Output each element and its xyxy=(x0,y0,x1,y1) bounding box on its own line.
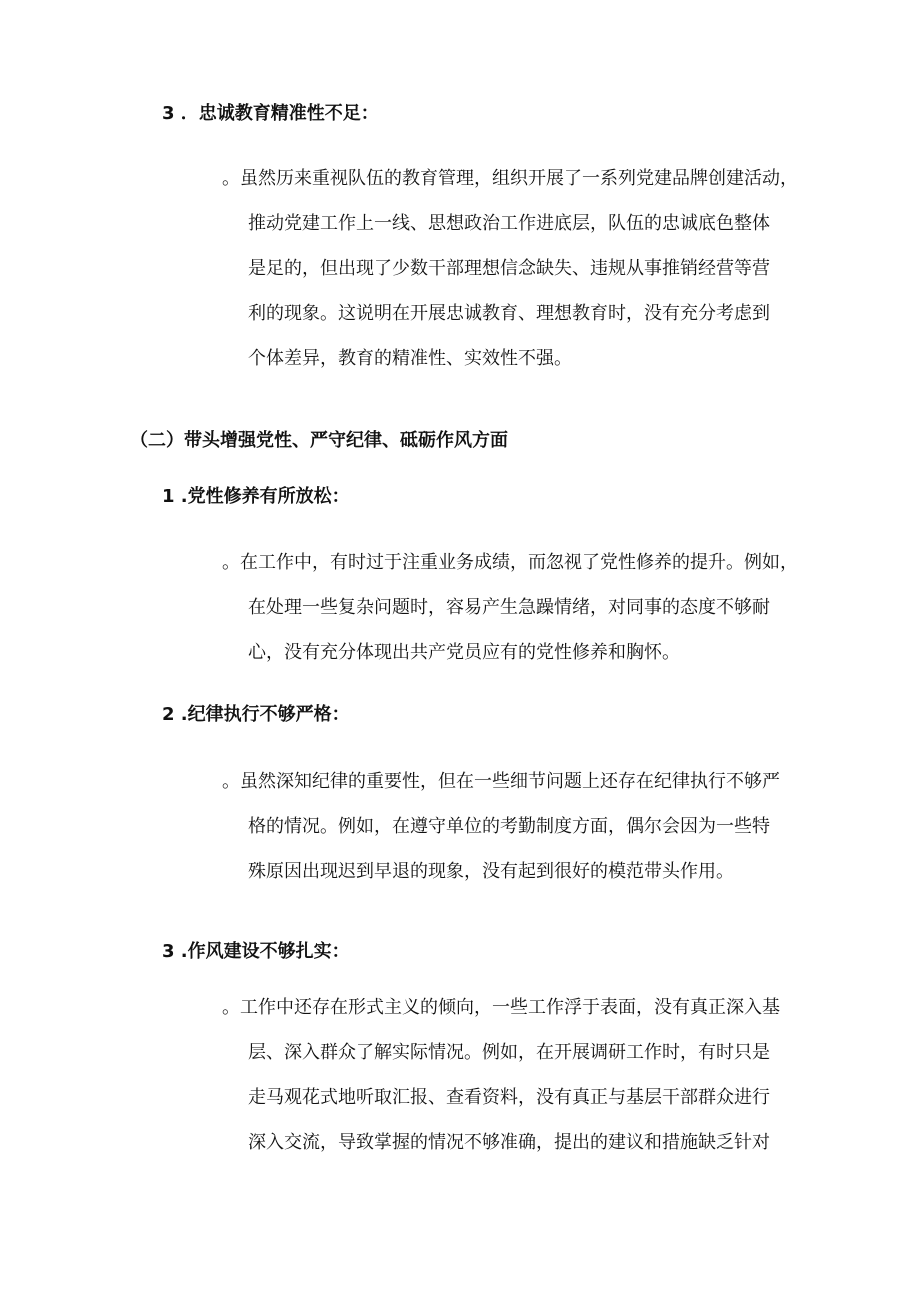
paragraph-work-style xyxy=(222,985,780,1165)
paragraph-loyalty-education xyxy=(222,156,798,381)
paragraph-line: 。在工作中，有时过于注重业务成绩，而忽视了党性修养的提升。例如， xyxy=(222,552,798,573)
paragraph-line: 推动党建工作上一线、思想政治工作进底层，队伍的忠诚底色整体 xyxy=(248,213,770,234)
paragraph-line: 。虽然深知纪律的重要性，但在一些细节问题上还存在纪律执行不够严 xyxy=(222,771,780,792)
paragraph-line: 殊原因出现迟到早退的现象，没有起到很好的模范带头作用。 xyxy=(248,861,734,882)
paragraph-line: 走马观花式地听取汇报、查看资料，没有真正与基层干部群众进行 xyxy=(248,1087,770,1108)
paragraph-discipline xyxy=(222,759,780,894)
paragraph-line: 个体差异，教育的精准性、实效性不强。 xyxy=(248,348,572,369)
paragraph-line: 格的情况。例如，在遵守单位的考勤制度方面，偶尔会因为一些特 xyxy=(248,816,770,837)
paragraph-line: 在处理一些复杂问题时，容易产生急躁情绪，对同事的态度不够耐 xyxy=(248,597,770,618)
paragraph-line: 。虽然历来重视队伍的教育管理，组织开展了一系列党建品牌创建活动， xyxy=(222,168,798,189)
paragraph-line: 是足的，但出现了少数干部理想信念缺失、违规从事推销经营等营 xyxy=(248,258,770,279)
section-heading-party-spirit: （二）带头增强党性、严守纪律、砥砺作风方面 xyxy=(130,430,508,451)
heading-work-style: 3 .作风建设不够扎实： xyxy=(162,941,350,962)
heading-loyalty-education: 3 ．忠诚教育精准性不足： xyxy=(162,103,379,124)
paragraph-line: 心，没有充分体现出共产党员应有的党性修养和胸怀。 xyxy=(248,642,680,663)
heading-discipline: 2 .纪律执行不够严格： xyxy=(162,704,350,725)
paragraph-line: 深入交流，导致掌握的情况不够准确，提出的建议和措施缺乏针对 xyxy=(248,1132,770,1153)
paragraph-party-cultivation xyxy=(222,540,798,675)
paragraph-line: 层、深入群众了解实际情况。例如，在开展调研工作时，有时只是 xyxy=(248,1042,770,1063)
heading-party-cultivation: 1 .党性修养有所放松： xyxy=(162,486,350,507)
paragraph-line: 利的现象。这说明在开展忠诚教育、理想教育时，没有充分考虑到 xyxy=(248,303,770,324)
paragraph-line: 。工作中还存在形式主义的倾向，一些工作浮于表面，没有真正深入基 xyxy=(222,997,780,1018)
